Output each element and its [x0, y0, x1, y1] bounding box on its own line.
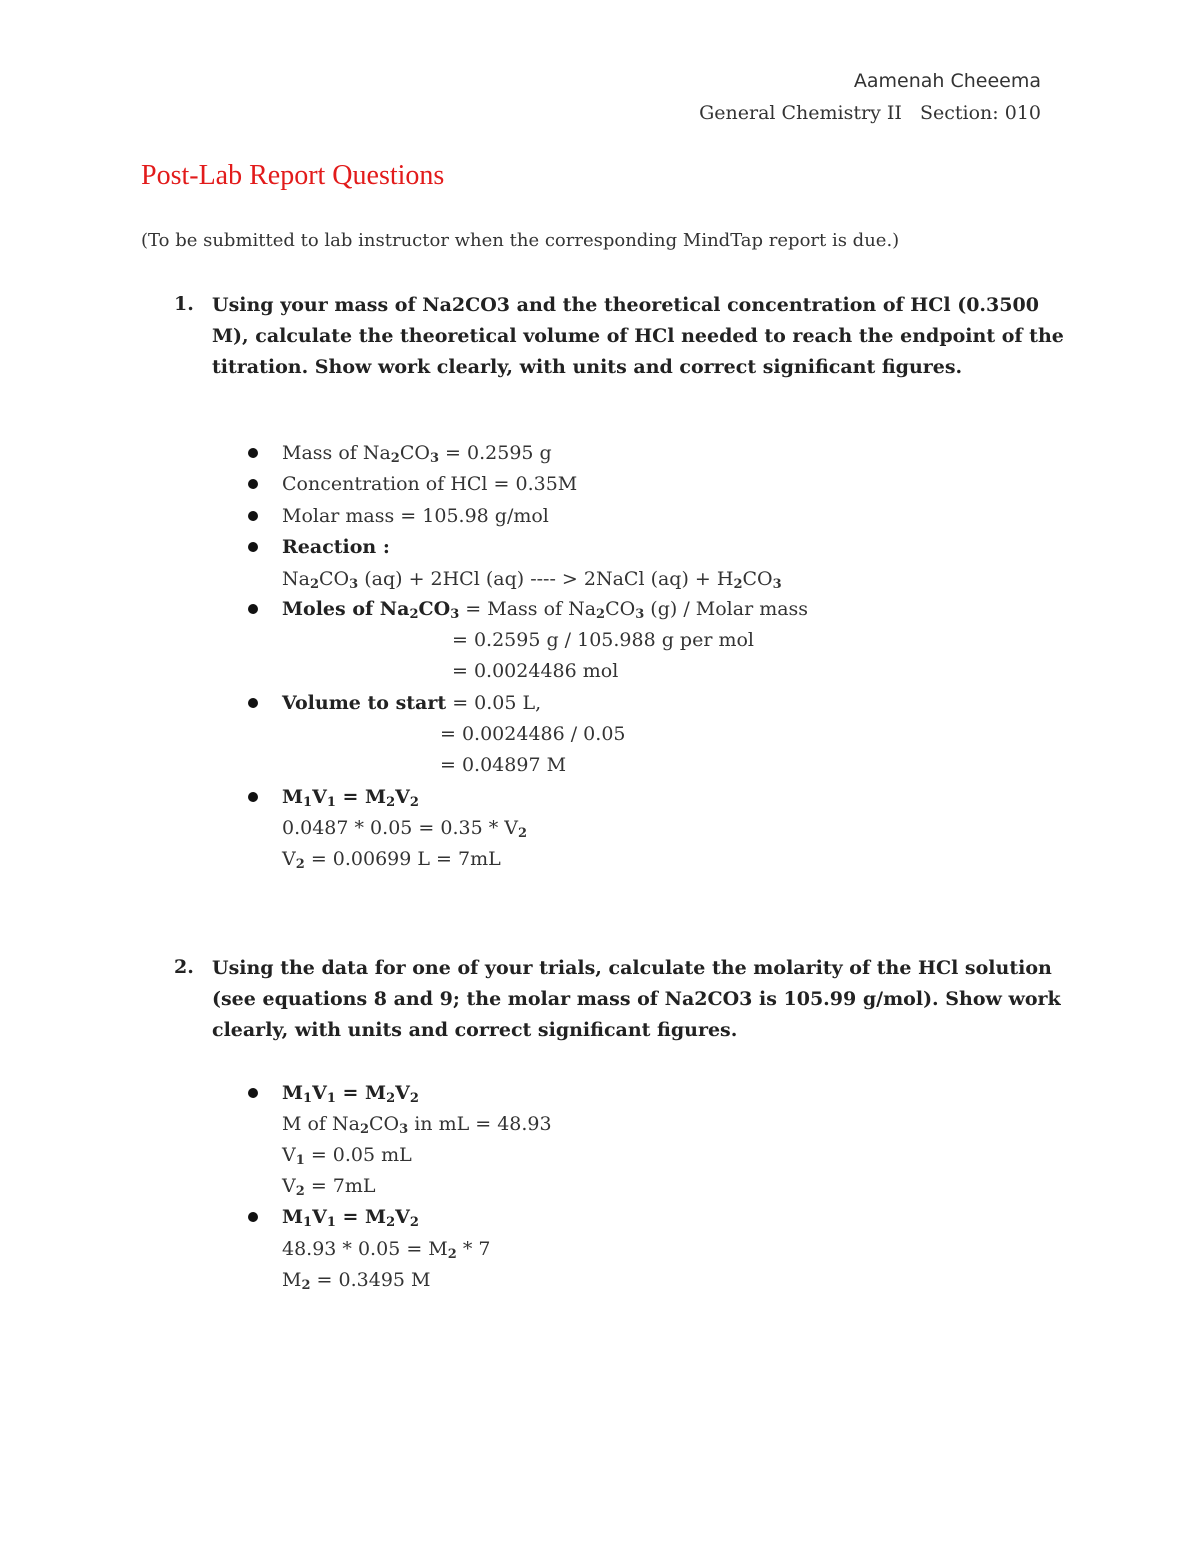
v1-line: $V_1 = 0.05$ mL: [282, 1144, 412, 1168]
reaction-mid: (aq) + 2HCl (aq) ---- > 2NaCl (aq) + H: [358, 568, 734, 590]
moles-line-2: = 0.2595 g / 105.988 g per mol: [452, 629, 754, 651]
reaction-label: Reaction :: [282, 536, 390, 558]
student-name: Aamenah Cheeema: [853, 70, 1041, 92]
dilution-equation-3: $M_1V_1 = M_2V_2$: [282, 1206, 419, 1230]
question-2-number: 2.: [174, 956, 194, 978]
volume-value: = 0.05 L,: [446, 692, 542, 714]
volume-line-3: = 0.04897 M: [440, 754, 567, 776]
bullet-icon: [248, 542, 258, 552]
volume-line: [282, 691, 541, 715]
volume-line-2: = 0.0024486 / 0.05: [440, 723, 626, 745]
dilution-equation-2: $M_1V_1 = M_2V_2$: [282, 1082, 419, 1106]
dilution-equation: $M_1V_1 = M_2V_2$: [282, 786, 419, 810]
bullet-icon: [248, 511, 258, 521]
concentration-line: Concentration of HCl = 0.35M: [282, 473, 578, 495]
question-1-number: 1.: [174, 293, 194, 315]
result-line: $M_2 = 0.3495$ M: [282, 1269, 431, 1293]
bullet-icon: [248, 1088, 258, 1098]
section-label: Section: 010: [920, 102, 1041, 124]
v2-line: $V_2 = 7mL$: [282, 1175, 376, 1199]
course-section: [699, 102, 1041, 124]
mass-line: Mass of $Na_2CO_3 = 0.2595$ g: [282, 442, 552, 466]
molar-mass-line: Molar mass = 105.98 g/mol: [282, 505, 549, 527]
moles-line-3: = 0.0024486 mol: [452, 660, 619, 682]
volume-label: Volume to start: [282, 692, 447, 714]
calc-line-2: $V_2 = 0.00699$ L = 7mL: [282, 848, 501, 872]
m-of-na2co3-line: M of $Na_2CO_3$ in mL = 48.93: [282, 1113, 552, 1137]
bullet-icon: [248, 792, 258, 802]
instructions-text: (To be submitted to lab instructor when the corresponding MindTap report is due.): [141, 230, 900, 251]
bullet-icon: [248, 604, 258, 614]
bullet-icon: [248, 448, 258, 458]
reaction-equation: $Na_2CO_3$ (aq) + 2HCl (aq) ---- > 2NaCl $(aq) + H_2CO_3$: [282, 568, 782, 592]
calc-line-1: $0.0487 * 0.05 = 0.35 * V_2$: [282, 817, 528, 841]
bullet-icon: [248, 1212, 258, 1222]
moles-line: Moles of $Na_2CO_3$ = Mass of $Na_2CO_3$ (g) / Molar mass: [282, 598, 809, 622]
question-2-text: Using the data for one of your trials, calculate the molarity of the HCl solution (see equations 8 and 9; the molar mass of Na2CO3 is 105.99 g/mol). Show work clearly, with units and correct significant figures.: [212, 957, 1061, 1041]
calc-line-3: $48.93 * 0.05 = M_2 * 7$: [282, 1238, 491, 1262]
course-name: General Chemistry II: [699, 102, 902, 124]
bullet-icon: [248, 698, 258, 708]
question-1-text: Using your mass of Na2CO3 and the theoretical concentration of HCl (0.3500 M), calculate the theoretical volume of HCl needed to reach the endpoint of the titration. Show work clearly, with units and correct significant figures.: [212, 294, 1064, 378]
mass-value: = 0.2595 g: [439, 442, 552, 464]
moles-rhs: (g) / Molar mass: [644, 598, 809, 620]
bullet-icon: [248, 479, 258, 489]
page-title: Post-Lab Report Questions: [141, 160, 445, 191]
